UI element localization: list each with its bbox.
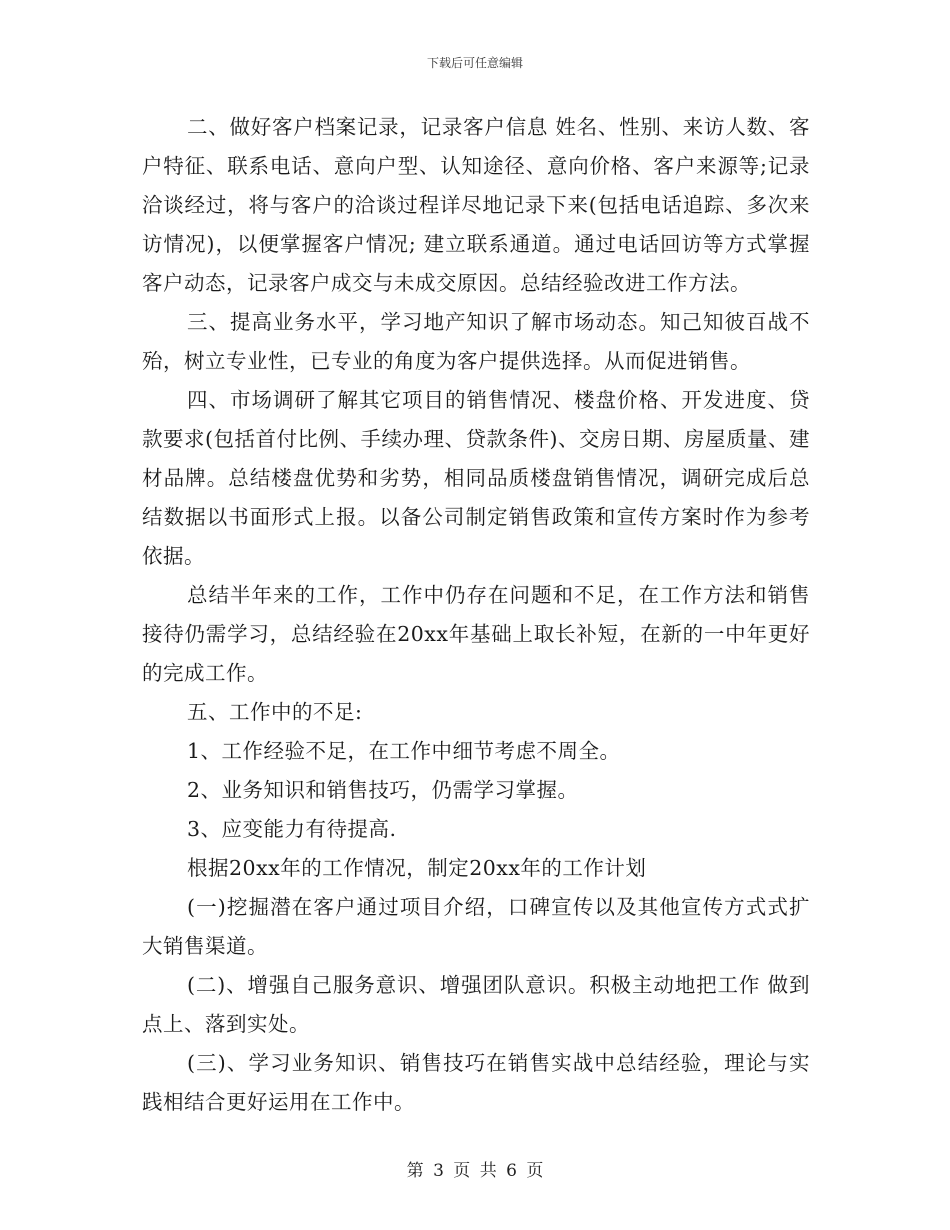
list-item-plan-2: (二)、增强自己服务意识、增强团队意识。积极主动地把工作 做到点上、落到实处。 <box>142 973 810 1036</box>
paragraph-market-research: 四、市场调研了解其它项目的销售情况、楼盘价格、开发进度、贷款要求(包括首付比例、手续办理、贷款条件)、交房日期、房屋质量、建材品牌。总结楼盘优势和劣势，相同品质楼盘销售情况，调研完成后总结数据以书面形式上报。以备公司制定销售政策和宣传方案时作为参考依据。 <box>142 388 810 568</box>
paragraph-half-year-summary: 总结半年来的工作，工作中仍存在问题和不足，在工作方法和销售接待仍需学习，总结经验在20xx年基础上取长补短，在新的一中年更好的完成工作。 <box>142 583 810 685</box>
document-body <box>142 108 810 1122</box>
list-item-shortcoming-3: 3、应变能力有待提高. <box>187 817 397 841</box>
list-item-plan-3: (三)、学习业务知识、销售技巧在销售实战中总结经验，理论与实践相结合更好运用在工作中。 <box>142 1051 810 1114</box>
paragraph-client-records: 二、做好客户档案记录，记录客户信息 姓名、性别、来访人数、客户特征、联系电话、意向户型、认知途径、意向价格、客户来源等;记录洽谈经过，将与客户的洽谈过程详尽地记录下来(包括电话追踪、多次来访情况)，以便掌握客户情况; 建立联系通道。通过电话回访等方式掌握客户动态，记录客户成交与未成交原因。总结经验改进工作方法。 <box>142 115 810 295</box>
list-item-plan-1: (一)挖掘潜在客户通过项目介绍，口碑宣传以及其他宣传方式式扩大销售渠道。 <box>142 895 810 958</box>
paragraph-business-level: 三、提高业务水平，学习地产知识了解市场动态。知己知彼百战不殆，树立专业性，已专业的角度为客户提供选择。从而促进销售。 <box>142 310 810 373</box>
page-number: 第 3 页 共 6 页 <box>406 1161 544 1181</box>
page-header: 下载后可任意编辑 <box>426 56 523 70</box>
paragraph-plan-intro: 根据20xx年的工作情况，制定20xx年的工作计划 <box>187 856 647 880</box>
list-item-shortcoming-2: 2、业务知识和销售技巧，仍需学习掌握。 <box>187 778 579 802</box>
paragraph-shortcomings-heading: 五、工作中的不足: <box>187 700 363 724</box>
list-item-shortcoming-1: 1、工作经验不足，在工作中细节考虑不周全。 <box>187 739 621 763</box>
